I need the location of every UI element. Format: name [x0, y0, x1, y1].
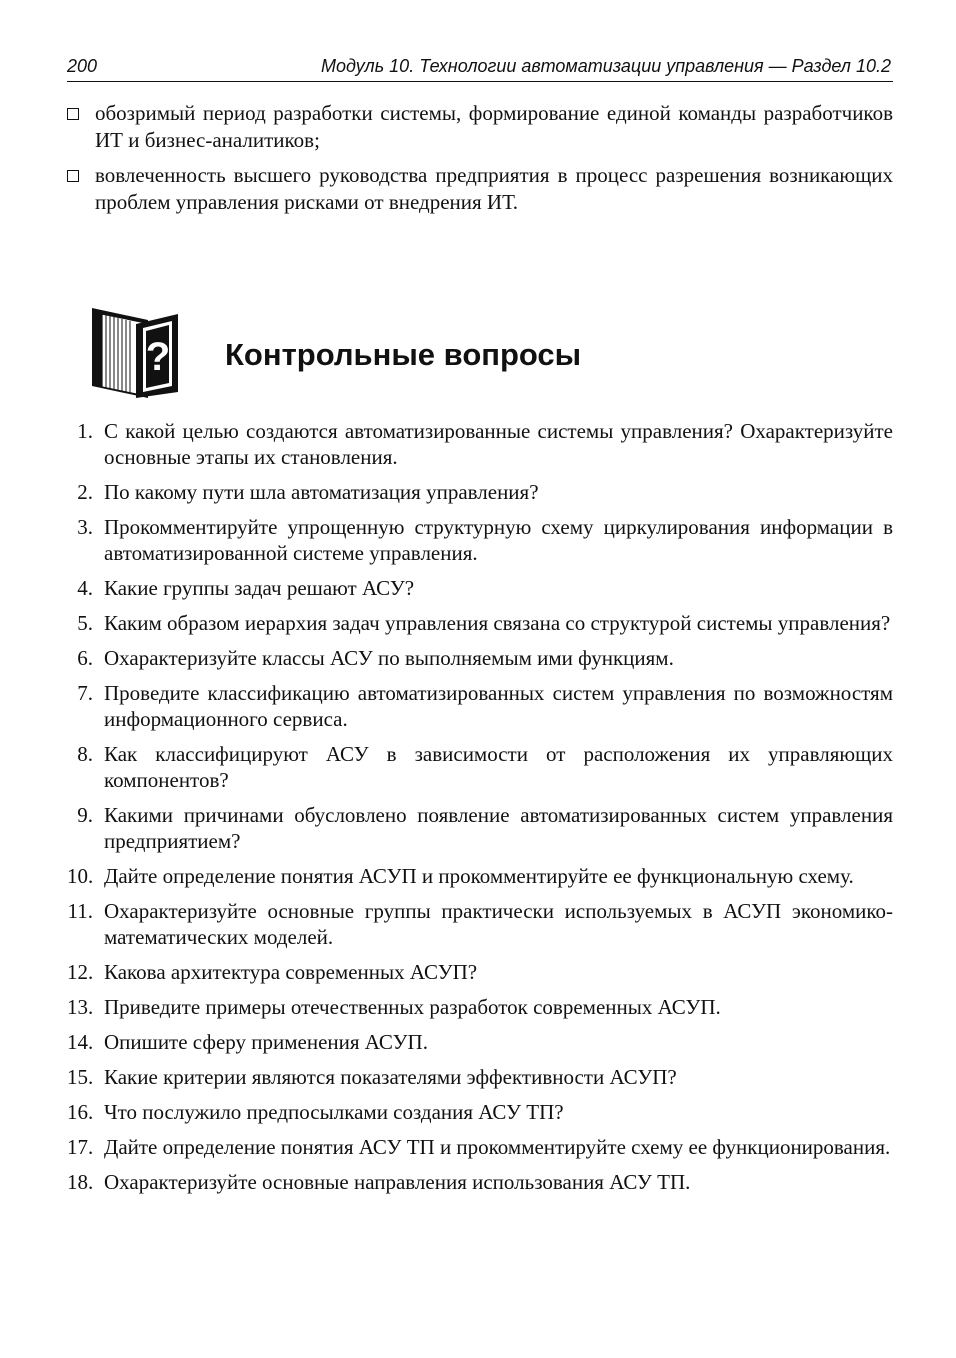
- running-title: Модуль 10. Технологии автоматизации управления — Раздел 10.2: [321, 56, 891, 76]
- svg-text:?: ?: [145, 335, 171, 379]
- question-text: Дайте определение понятия АСУП и прокомментируйте ее функциональную схему.: [104, 864, 854, 888]
- question-item: [67, 1134, 893, 1160]
- question-text: Прокомментируйте упрощенную структурную схему циркулирования информации в автоматизированной системе управления.: [104, 515, 893, 565]
- bullet-text: обозримый период разработки системы, формирование единой команды разработчиков ИТ и бизнес-аналитиков;: [95, 101, 893, 152]
- question-number: 11.: [67, 899, 93, 923]
- question-number: 7.: [77, 681, 93, 705]
- question-item: [67, 610, 893, 636]
- question-number: 18.: [67, 1170, 94, 1194]
- running-header: [67, 55, 893, 82]
- question-number: 9.: [77, 803, 93, 827]
- question-text: Какие критерии являются показателями эффективности АСУП?: [104, 1065, 677, 1089]
- question-number: 10.: [67, 864, 94, 888]
- question-number: 12.: [67, 960, 94, 984]
- question-text: Что послужило предпосылками создания АСУ ТП?: [104, 1100, 564, 1124]
- questions-list: [67, 418, 893, 1204]
- question-number: 5.: [77, 611, 93, 635]
- question-item: [67, 863, 893, 889]
- question-text: Проведите классификацию автоматизированных систем управления по возможностям информационного сервиса.: [104, 681, 893, 731]
- question-item: [67, 645, 893, 671]
- bullet-item: [67, 100, 893, 154]
- question-number: 13.: [67, 995, 94, 1019]
- section-heading: [88, 306, 788, 402]
- question-number: 6.: [77, 646, 93, 670]
- question-text: Какова архитектура современных АСУП?: [104, 960, 478, 984]
- question-text: Как классифицируют АСУ в зависимости от расположения их управляющих компонентов?: [104, 742, 893, 792]
- question-item: [67, 514, 893, 566]
- question-item: [67, 741, 893, 793]
- question-item: [67, 1064, 893, 1090]
- bullet-list: [67, 100, 893, 224]
- question-number: 17.: [67, 1135, 94, 1159]
- checkbox-bullet-icon: [67, 108, 79, 120]
- question-item: [67, 1169, 893, 1195]
- question-item: [67, 994, 893, 1020]
- question-text: Дайте определение понятия АСУ ТП и прокомментируйте схему ее функционирования.: [104, 1135, 891, 1159]
- question-item: [67, 680, 893, 732]
- question-text: Охарактеризуйте основные группы практически используемых в АСУП экономико-математических моделей.: [104, 899, 893, 949]
- question-item: [67, 575, 893, 601]
- section-title: Контрольные вопросы: [225, 337, 582, 372]
- question-text: Какими причинами обусловлено появление автоматизированных систем управления предприятием?: [104, 803, 893, 853]
- bullet-text: вовлеченность высшего руководства предприятия в процесс разрешения возникающих проблем управления рисками от внедрения ИТ.: [95, 163, 893, 214]
- question-number: 16.: [67, 1100, 94, 1124]
- question-item: [67, 1029, 893, 1055]
- question-number: 15.: [67, 1065, 94, 1089]
- question-item: [67, 959, 893, 985]
- question-number: 2.: [77, 480, 93, 504]
- question-number: 3.: [77, 515, 93, 539]
- question-number: 8.: [77, 742, 93, 766]
- question-text: Приведите примеры отечественных разработок современных АСУП.: [104, 995, 721, 1019]
- question-item: [67, 802, 893, 854]
- question-text: С какой целью создаются автоматизированные системы управления? Охарактеризуйте основные этапы их становления.: [104, 419, 893, 469]
- question-text: Охарактеризуйте основные направления использования АСУ ТП.: [104, 1170, 691, 1194]
- question-number: 1.: [77, 419, 93, 443]
- question-item: [67, 1099, 893, 1125]
- page-number: 200: [67, 56, 98, 76]
- checkbox-bullet-icon: [67, 170, 79, 182]
- question-text: Какие группы задач решают АСУ?: [104, 576, 415, 600]
- bullet-item: [67, 162, 893, 216]
- question-text: Каким образом иерархия задач управления связана со структурой системы управления?: [104, 611, 891, 635]
- book-question-icon: [88, 306, 180, 400]
- question-text: Опишите сферу применения АСУП.: [104, 1030, 428, 1054]
- question-text: Охарактеризуйте классы АСУ по выполняемым ими функциям.: [104, 646, 674, 670]
- question-number: 14.: [67, 1030, 94, 1054]
- question-item: [67, 418, 893, 470]
- question-item: [67, 898, 893, 950]
- question-item: [67, 479, 893, 505]
- question-text: По какому пути шла автоматизация управления?: [104, 480, 539, 504]
- question-number: 4.: [77, 576, 93, 600]
